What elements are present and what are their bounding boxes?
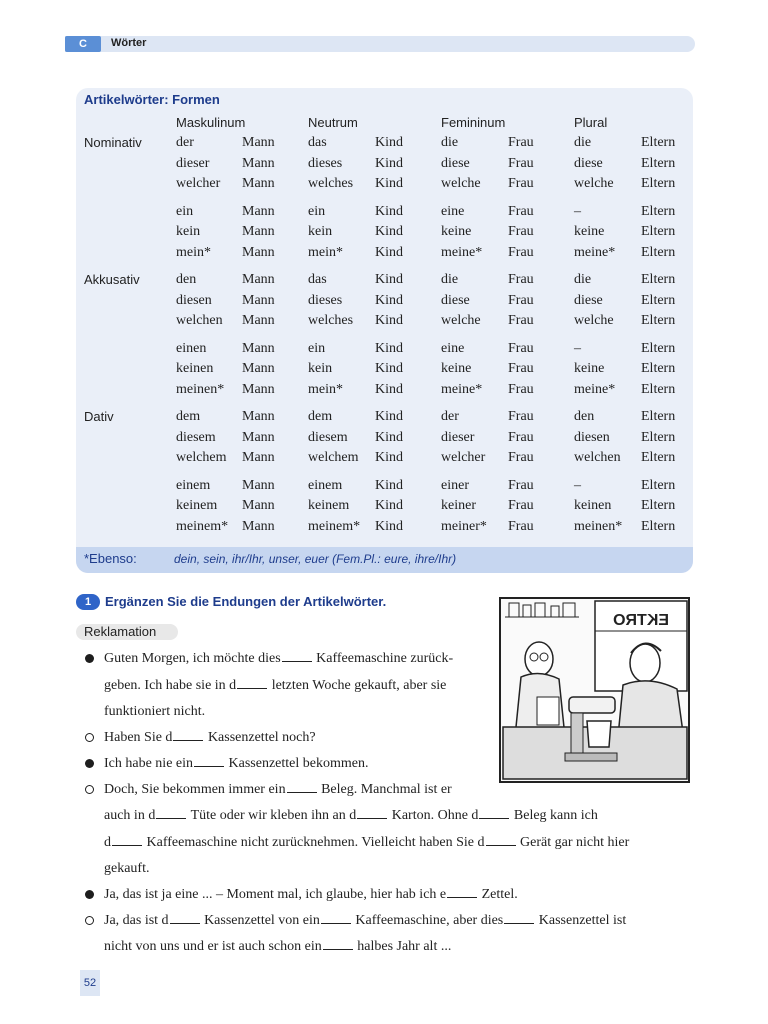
noun: Kind bbox=[375, 381, 403, 397]
dialogue-line bbox=[104, 938, 451, 956]
article-form: welcher bbox=[176, 176, 221, 191]
noun: Eltern bbox=[641, 176, 676, 191]
noun: Frau bbox=[508, 429, 534, 445]
noun: Eltern bbox=[641, 450, 676, 465]
article-form: welches bbox=[308, 313, 354, 328]
dialogue-line bbox=[104, 834, 629, 852]
noun: Kind bbox=[375, 498, 403, 513]
article-form: diese bbox=[574, 292, 603, 308]
dialogue-text: Ja, das ist ja eine ... – Moment mal, ich glaube, hier hab ich e bbox=[104, 887, 447, 902]
article-form: einen bbox=[176, 340, 207, 356]
dialogue-text: Kaffeemaschine nicht zurücknehmen. Vielleicht haben Sie d bbox=[146, 835, 485, 850]
article-form: kein bbox=[308, 224, 333, 239]
noun: Kind bbox=[375, 429, 403, 445]
noun: Mann bbox=[242, 409, 275, 424]
answer-blank[interactable] bbox=[173, 730, 203, 741]
answer-blank[interactable] bbox=[287, 782, 317, 793]
noun: Kind bbox=[375, 450, 403, 465]
article-form: meine* bbox=[574, 381, 616, 397]
noun: Eltern bbox=[641, 155, 676, 171]
noun: Frau bbox=[508, 361, 534, 376]
ebenso-bar bbox=[76, 547, 693, 573]
article-form: – bbox=[574, 477, 581, 493]
answer-blank[interactable] bbox=[112, 835, 142, 846]
article-form: einer bbox=[441, 477, 469, 493]
article-form: keiner bbox=[441, 498, 476, 513]
article-form: kein bbox=[308, 361, 333, 376]
article-form: diesen bbox=[176, 292, 212, 308]
article-form: welche bbox=[441, 176, 481, 191]
dialogue-text: Ja, das ist d bbox=[104, 913, 169, 928]
speaker-b-bullet bbox=[85, 916, 94, 925]
article-form: – bbox=[574, 203, 581, 219]
article-form: die bbox=[441, 272, 459, 287]
noun: Kind bbox=[375, 203, 403, 219]
dialogue-text: funktioniert nicht. bbox=[104, 704, 206, 719]
noun: Kind bbox=[375, 135, 403, 150]
noun: Eltern bbox=[641, 429, 676, 445]
article-form: keine bbox=[441, 224, 472, 239]
dialogue-text: nicht von uns und er ist auch schon ein bbox=[104, 939, 322, 954]
noun: Kind bbox=[375, 155, 403, 171]
article-form: keinen bbox=[176, 361, 214, 376]
article-form: diese bbox=[441, 292, 470, 308]
noun: Kind bbox=[375, 361, 403, 376]
noun: Eltern bbox=[641, 361, 676, 376]
noun: Mann bbox=[242, 477, 275, 493]
dialogue-text: Beleg kann ich bbox=[513, 808, 598, 823]
article-form: die bbox=[574, 135, 592, 150]
noun: Mann bbox=[242, 272, 275, 287]
dialogue-text: geben. Ich habe sie in d bbox=[104, 678, 237, 693]
dialogue-text: Kassenzettel noch? bbox=[207, 730, 316, 745]
exercise-number: 1 bbox=[76, 594, 100, 610]
noun: Frau bbox=[508, 272, 534, 287]
noun: Frau bbox=[508, 155, 534, 171]
dialogue-line bbox=[104, 860, 149, 878]
dialogue-line bbox=[104, 807, 598, 825]
dialogue-line bbox=[104, 650, 453, 668]
exercise-title: Ergänzen Sie die Endungen der Artikelwörter. bbox=[105, 594, 387, 609]
article-form: meinen* bbox=[574, 518, 623, 534]
article-form: dem bbox=[176, 409, 201, 424]
answer-blank[interactable] bbox=[357, 808, 387, 819]
article-form: kein bbox=[176, 224, 201, 239]
article-form: dem bbox=[308, 409, 333, 424]
answer-blank[interactable] bbox=[282, 651, 312, 662]
article-form: keinem bbox=[308, 498, 350, 513]
dialogue-text: Beleg. Manchmal ist er bbox=[321, 782, 452, 797]
noun: Frau bbox=[508, 135, 534, 150]
answer-blank[interactable] bbox=[447, 887, 477, 898]
answer-blank[interactable] bbox=[323, 939, 353, 950]
article-form: ein bbox=[308, 203, 326, 219]
article-form: die bbox=[441, 135, 459, 150]
grammar-box bbox=[76, 88, 693, 573]
illustration bbox=[499, 597, 690, 783]
article-form: meiner* bbox=[441, 518, 487, 534]
article-form: meinen* bbox=[176, 381, 225, 397]
noun: Kind bbox=[375, 313, 403, 328]
article-form: den bbox=[574, 409, 595, 424]
noun: Kind bbox=[375, 176, 403, 191]
article-form: diesem bbox=[176, 429, 216, 445]
article-form: welchen bbox=[176, 313, 223, 328]
article-form: welchem bbox=[308, 450, 359, 465]
noun: Kind bbox=[375, 244, 403, 260]
dialogue-line bbox=[104, 781, 452, 799]
noun: Kind bbox=[375, 518, 403, 534]
noun: Mann bbox=[242, 450, 275, 465]
dialogue-text: Zettel. bbox=[481, 887, 518, 902]
noun: Frau bbox=[508, 381, 534, 397]
noun: Mann bbox=[242, 292, 275, 308]
article-form: meine* bbox=[441, 381, 483, 397]
column-heading: Maskulinum bbox=[176, 115, 246, 130]
noun: Frau bbox=[508, 450, 534, 465]
noun: Mann bbox=[242, 135, 275, 150]
dialogue-text: letzten Woche gekauft, aber sie bbox=[271, 678, 447, 693]
noun: Mann bbox=[242, 518, 275, 534]
article-form: ein bbox=[176, 203, 194, 219]
article-form: die bbox=[574, 272, 592, 287]
noun: Frau bbox=[508, 409, 534, 424]
noun: Eltern bbox=[641, 272, 676, 287]
noun: Mann bbox=[242, 313, 275, 328]
article-form: diesen bbox=[574, 429, 610, 445]
noun: Eltern bbox=[641, 135, 676, 150]
dialogue-text: Gerät gar nicht hier bbox=[520, 835, 630, 850]
noun: Kind bbox=[375, 292, 403, 308]
noun: Frau bbox=[508, 477, 534, 493]
dialogue-text: Tüte oder wir kleben ihn an d bbox=[190, 808, 357, 823]
noun: Mann bbox=[242, 203, 275, 219]
speaker-a-bullet bbox=[85, 759, 94, 768]
article-form: keinem bbox=[176, 498, 218, 513]
noun: Mann bbox=[242, 429, 275, 445]
dialogue-text: Haben Sie d bbox=[104, 730, 173, 745]
answer-blank[interactable] bbox=[170, 913, 200, 924]
ebenso-text: dein, sein, ihr/Ihr, unser, euer (Fem.Pl.: eure, ihre/Ihr) bbox=[174, 552, 457, 566]
article-form: das bbox=[308, 135, 327, 150]
dialogue-text: Doch, Sie bekommen immer ein bbox=[104, 782, 286, 797]
article-form: dieses bbox=[308, 292, 343, 308]
dialogue-text: Karton. Ohne d bbox=[391, 808, 479, 823]
article-form: welches bbox=[308, 176, 354, 191]
article-form: – bbox=[574, 340, 581, 356]
answer-blank[interactable] bbox=[237, 678, 267, 689]
noun: Kind bbox=[375, 477, 403, 493]
article-form: welcher bbox=[441, 450, 486, 465]
noun: Mann bbox=[242, 381, 275, 397]
section-title: Wörter bbox=[111, 37, 147, 49]
article-form: diesem bbox=[308, 429, 348, 445]
article-form: meinem* bbox=[308, 518, 361, 534]
noun: Frau bbox=[508, 292, 534, 308]
dialogue-line bbox=[104, 677, 446, 695]
dialogue-text: Kassenzettel von ein bbox=[204, 913, 320, 928]
article-form: meinem* bbox=[176, 518, 229, 534]
noun: Mann bbox=[242, 224, 275, 239]
article-form: der bbox=[176, 135, 194, 150]
article-form: eine bbox=[441, 340, 465, 356]
noun: Eltern bbox=[641, 381, 676, 397]
article-form: welche bbox=[441, 313, 481, 328]
noun: Eltern bbox=[641, 409, 676, 424]
article-form: dieses bbox=[308, 155, 343, 171]
answer-blank[interactable] bbox=[486, 835, 516, 846]
article-form: welche bbox=[574, 176, 614, 191]
noun: Eltern bbox=[641, 340, 676, 356]
answer-blank[interactable] bbox=[479, 808, 509, 819]
article-form: keinen bbox=[574, 498, 612, 513]
noun: Eltern bbox=[641, 292, 676, 308]
dialogue-line bbox=[104, 703, 205, 721]
dialogue-text: Kaffeemaschine zurück- bbox=[316, 651, 454, 666]
noun: Frau bbox=[508, 340, 534, 356]
noun: Frau bbox=[508, 176, 534, 191]
article-form: dieser bbox=[176, 155, 210, 171]
case-label: Nominativ bbox=[84, 135, 142, 150]
window-sign-text: EKTRO bbox=[613, 612, 669, 629]
dialogue-text: Ich habe nie ein bbox=[104, 756, 194, 771]
noun: Frau bbox=[508, 498, 534, 513]
answer-blank[interactable] bbox=[321, 913, 351, 924]
noun: Mann bbox=[242, 244, 275, 260]
article-form: keine bbox=[441, 361, 472, 376]
article-form: welche bbox=[574, 313, 614, 328]
noun: Eltern bbox=[641, 203, 676, 219]
noun: Frau bbox=[508, 518, 534, 534]
case-label: Akkusativ bbox=[84, 272, 140, 287]
dialogue-text: Kassenzettel bekommen. bbox=[228, 756, 369, 771]
section-tag: C bbox=[65, 36, 101, 52]
ebenso-label: *Ebenso: bbox=[84, 551, 137, 566]
article-form: keine bbox=[574, 361, 605, 376]
grammar-title: Artikelwörter: Formen bbox=[84, 92, 220, 107]
article-form: meine* bbox=[441, 244, 483, 260]
dialogue-line bbox=[104, 729, 316, 747]
dialogue-text: Kassenzettel ist bbox=[538, 913, 627, 928]
dialogue-text: halbes Jahr alt ... bbox=[357, 939, 452, 954]
article-form: einem bbox=[176, 477, 211, 493]
answer-blank[interactable] bbox=[194, 756, 224, 767]
article-form: mein* bbox=[308, 244, 343, 260]
article-form: welchem bbox=[176, 450, 227, 465]
speaker-b-bullet bbox=[85, 733, 94, 742]
noun: Kind bbox=[375, 340, 403, 356]
answer-blank[interactable] bbox=[504, 913, 534, 924]
dialogue-line bbox=[104, 886, 518, 904]
article-form: keine bbox=[574, 224, 605, 239]
speaker-a-bullet bbox=[85, 890, 94, 899]
noun: Eltern bbox=[641, 313, 676, 328]
dialogue-text: auch in d bbox=[104, 808, 156, 823]
noun: Eltern bbox=[641, 498, 676, 513]
dialogue-text: gekauft. bbox=[104, 861, 150, 876]
section-header bbox=[65, 36, 695, 52]
article-form: mein* bbox=[308, 381, 343, 397]
article-form: einem bbox=[308, 477, 343, 493]
noun: Eltern bbox=[641, 244, 676, 260]
noun: Kind bbox=[375, 272, 403, 287]
noun: Eltern bbox=[641, 518, 676, 534]
noun: Mann bbox=[242, 155, 275, 171]
article-form: diese bbox=[441, 155, 470, 171]
article-form: das bbox=[308, 272, 327, 287]
noun: Eltern bbox=[641, 224, 676, 239]
noun: Kind bbox=[375, 409, 403, 424]
shop-illustration bbox=[499, 597, 690, 783]
article-form: den bbox=[176, 272, 197, 287]
noun: Mann bbox=[242, 361, 275, 376]
answer-blank[interactable] bbox=[156, 808, 186, 819]
noun: Eltern bbox=[641, 477, 676, 493]
article-form: ein bbox=[308, 340, 326, 356]
noun: Frau bbox=[508, 203, 534, 219]
noun: Frau bbox=[508, 224, 534, 239]
column-heading: Neutrum bbox=[308, 115, 358, 130]
noun: Frau bbox=[508, 244, 534, 260]
article-form: welchen bbox=[574, 450, 621, 465]
noun: Frau bbox=[508, 313, 534, 328]
article-form: meine* bbox=[574, 244, 616, 260]
noun: Kind bbox=[375, 224, 403, 239]
column-heading: Femininum bbox=[441, 115, 506, 130]
dialogue-line bbox=[104, 912, 626, 930]
column-heading: Plural bbox=[574, 115, 608, 130]
dialogue-text: Guten Morgen, ich möchte dies bbox=[104, 651, 281, 666]
article-form: dieser bbox=[441, 429, 475, 445]
dialogue-line bbox=[104, 755, 368, 773]
article-form: der bbox=[441, 409, 459, 424]
dialogue-text: d bbox=[104, 835, 111, 850]
case-label: Dativ bbox=[84, 409, 114, 424]
dialogue-text: Kaffeemaschine, aber dies bbox=[355, 913, 504, 928]
noun: Mann bbox=[242, 498, 275, 513]
article-form: mein* bbox=[176, 244, 211, 260]
noun: Mann bbox=[242, 176, 275, 191]
article-form: diese bbox=[574, 155, 603, 171]
topic-chip: Reklamation bbox=[76, 624, 178, 640]
speaker-b-bullet bbox=[85, 785, 94, 794]
page-number: 52 bbox=[80, 970, 100, 996]
noun: Mann bbox=[242, 340, 275, 356]
article-form: eine bbox=[441, 203, 465, 219]
speaker-a-bullet bbox=[85, 654, 94, 663]
